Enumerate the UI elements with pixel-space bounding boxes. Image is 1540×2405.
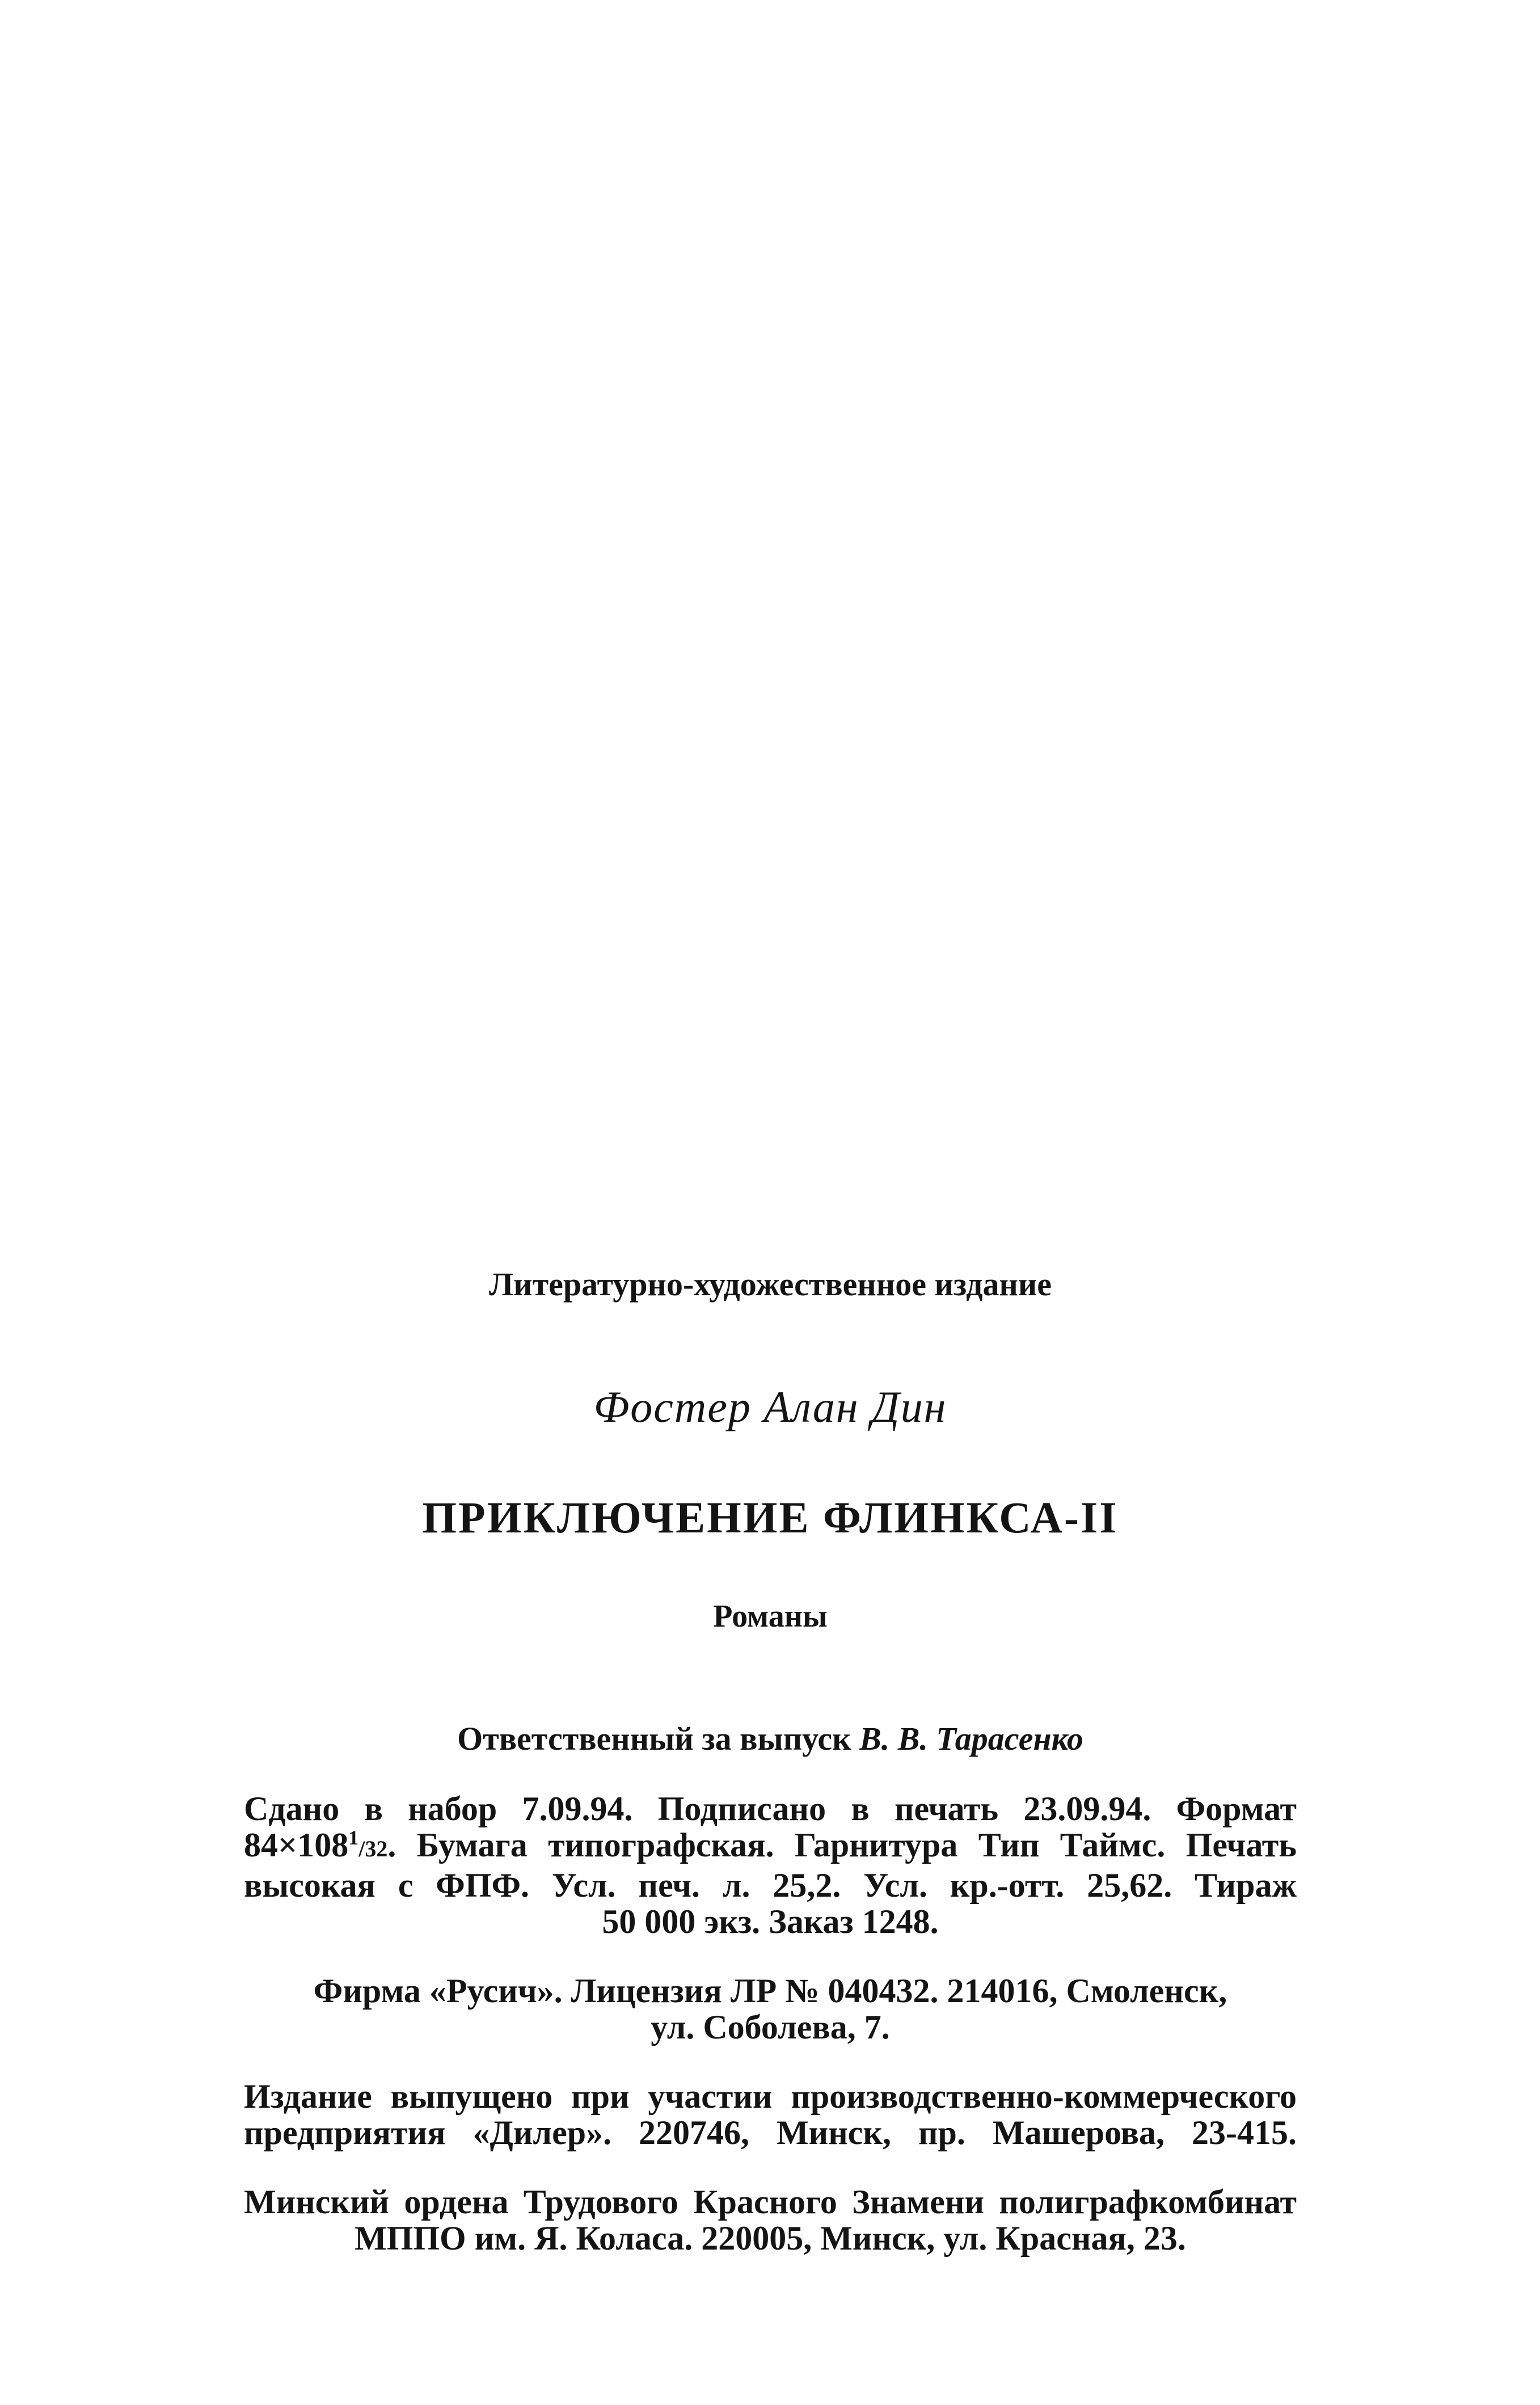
printer-line: МППО им. Я. Коласа. 220005, Минск, ул. Красная, 23. xyxy=(355,2219,1186,2257)
partner-line: предприятия «Дилер». 220746, Минск, пр. Машерова, 23-415. xyxy=(244,2114,1297,2151)
genre: Романы xyxy=(713,1599,828,1634)
author-name: Фостер Алан Дин xyxy=(593,1382,947,1431)
colophon xyxy=(244,1248,1297,2256)
firm-line: ул. Соболева, 7. xyxy=(651,2008,890,2046)
publisher-firm xyxy=(244,1973,1297,2045)
format-fraction-denominator: /32 xyxy=(358,1836,388,1861)
format-size: 84×108 xyxy=(244,1826,349,1864)
printer-line: Минский ордена Трудового Красного Знамени полиграфкомбинат xyxy=(244,2183,1297,2221)
responsible-editor xyxy=(244,1720,1297,1758)
print-data-line xyxy=(244,1827,1297,1867)
print-data xyxy=(244,1791,1297,1940)
responsible-name: В. В. Тарасенко xyxy=(859,1720,1083,1757)
edition-type: Литературно-художественное издание xyxy=(488,1266,1052,1303)
print-data-line: 50 000 экз. Заказ 1248. xyxy=(602,1903,939,1940)
partner-enterprise xyxy=(244,2078,1297,2151)
firm-line: Фирма «Русич». Лицензия ЛР № 040432. 214016, Смоленск, xyxy=(313,1972,1227,2010)
partner-line: Издание выпущено при участии производственно-коммерческого xyxy=(244,2078,1297,2115)
format-fraction-numerator: 1 xyxy=(348,1826,359,1849)
print-data-line: высокая с ФПФ. Усл. печ. л. 25,2. Усл. кр.-отт. 25,62. Тираж xyxy=(244,1867,1297,1904)
print-data-line: Сдано в набор 7.09.94. Подписано в печать 23.09.94. Формат xyxy=(244,1790,1297,1827)
book-title: ПРИКЛЮЧЕНИЕ ФЛИНКСА-II xyxy=(422,1493,1119,1542)
print-data-text: . Бумага типографская. Гарнитура Тип Таймс. Печать xyxy=(387,1826,1297,1864)
printing-house xyxy=(244,2184,1297,2256)
responsible-label: Ответственный за выпуск xyxy=(457,1720,851,1757)
